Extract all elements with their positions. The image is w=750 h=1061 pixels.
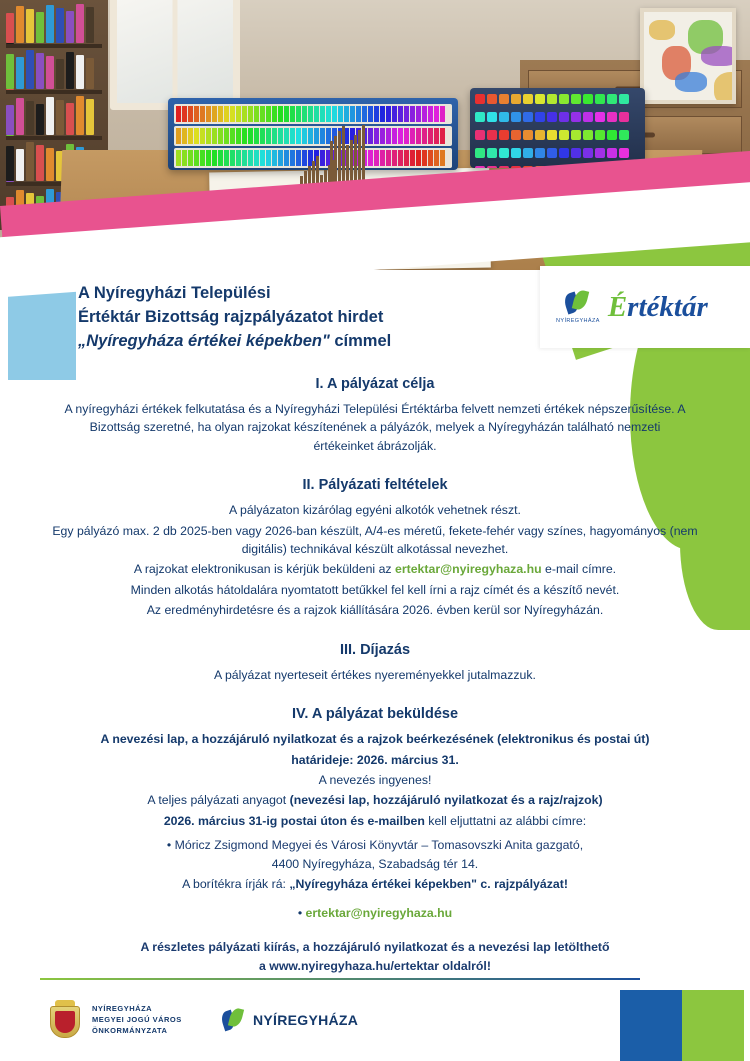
contact-email-link[interactable]: ertektar@nyiregyhaza.hu: [394, 562, 542, 577]
submission-line-2-plain: kell eljuttatni az alábbi címre:: [424, 813, 587, 828]
address-line-2: 4400 Nyíregyháza, Szabadság tér 14.: [271, 856, 479, 871]
contact-email-link-2[interactable]: ertektar@nyiregyhaza.hu: [305, 905, 453, 920]
window-decor: [110, 0, 240, 110]
closing-line-2: a www.nyiregyhaza.hu/ertektar oldalról!: [259, 959, 491, 974]
section-2-paragraph-3: [0, 560, 750, 578]
deadline-line-2: határideje: 2026. március 31.: [291, 752, 459, 767]
section-1-heading: I. A pályázat célja: [315, 375, 435, 392]
section-3-paragraph: A pályázat nyerteseit értékes nyereményekkel jutalmazzuk.: [214, 667, 536, 682]
city-government-line-1: NYÍREGYHÁZA: [92, 1004, 153, 1013]
closing-note: [0, 938, 750, 976]
footer: [0, 990, 750, 1061]
ertektar-logo-word: Értéktár: [607, 290, 708, 323]
envelope-instruction-bold: „Nyíregyháza értékei képekben" c. rajzpályázat!: [289, 877, 568, 892]
city-government-label: [92, 1004, 182, 1037]
ertektar-logo-mark: [556, 290, 600, 324]
city-government-line-2: MEGYEI JOGÚ VÁROS: [92, 1014, 182, 1024]
free-entry-note: A nevezés ingyenes!: [318, 773, 432, 788]
submission-line-1-plain: A teljes pályázati anyagot: [147, 793, 290, 808]
envelope-instruction-plain: A borítékra írják rá:: [182, 877, 290, 892]
city-crest-icon: [48, 1000, 82, 1040]
poster-body: [0, 282, 750, 976]
section-3-heading: III. Díjazás: [339, 641, 411, 658]
footer-divider: [40, 978, 640, 980]
title-line-3: [78, 330, 548, 354]
section-2-paragraph-5: Az eredményhirdetésre és a rajzok kiállítására 2026. évben kerül sor Nyíregyházán.: [146, 603, 604, 618]
leaf-icon-footer: [222, 1008, 246, 1032]
canvas-painting-decor: [640, 8, 736, 104]
ertektar-logo: [540, 266, 750, 348]
nyiregyhaza-logo: [222, 1008, 358, 1032]
section-2-email-suffix: e-mail címre.: [541, 562, 617, 577]
leaf-icon: [565, 290, 591, 316]
submission-line-2-bold: 2026. március 31-ig postai úton és e-mailben: [163, 813, 425, 828]
footer-green-square: [682, 990, 744, 1061]
nyiregyhaza-logo-text: NYÍREGYHÁZA: [253, 1012, 359, 1028]
envelope-instruction: [0, 875, 750, 893]
section-2-paragraph-4: Minden alkotás hátoldalára nyomtatott betűkkel fel kell írni a rajz címét és a készítő nevét.: [130, 582, 620, 597]
section-1-paragraph: A nyíregyházi értékek felkutatása és a Nyíregyházi Települési Értéktárba felvett nemzeti értékek népszerűsítése. A Bizottság szeretné, ha olyan rajzokat készítenének a pályázók, melyek a Nyíregyházán található nemzeti értékeinket ábrázolják.: [64, 401, 686, 453]
email-list: [0, 904, 750, 922]
footer-blue-square: [620, 990, 682, 1061]
deadline-line-1: A nevezési lap, a hozzájáruló nyilatkozat és a rajzok beérkezésének (elektronikus és postai út): [100, 732, 650, 747]
bullet-icon-2: •: [297, 905, 306, 920]
section-2-email-prefix: A rajzokat elektronikusan is kérjük beküldeni az: [133, 562, 395, 577]
title-line-2: Értéktár Bizottság rajzpályázatot hirdet: [78, 307, 384, 326]
marker-box-decor: [470, 88, 645, 168]
address-line-1: Móricz Zsigmond Megyei és Városi Könyvtár – Tomasovszki Anita gazgató,: [174, 838, 584, 853]
city-government-line-3: ÖNKORMÁNYZATA: [92, 1025, 168, 1035]
submission-line-1: [0, 791, 750, 809]
submission-line-1-bold: (nevezési lap, hozzájáruló nyilatkozat és a rajz/rajzok): [289, 793, 603, 808]
title-line-1: A Nyíregyházi Települési: [78, 284, 271, 302]
ertektar-logo-city: NYÍREGYHÁZA: [556, 318, 600, 324]
address-list-item: [0, 836, 750, 854]
brushes-decor: [330, 122, 370, 182]
section-2-paragraph-1: A pályázaton kizárólag egyéni alkotók vehetnek részt.: [229, 503, 521, 518]
email-list-item: [0, 904, 750, 922]
title-quote: „Nyíregyháza értékei képekben": [78, 331, 330, 350]
bullet-icon: •: [166, 838, 175, 853]
section-2-heading: II. Pályázati feltételek: [302, 477, 448, 494]
title-suffix: címmel: [329, 331, 392, 350]
address-list: [0, 836, 750, 854]
section-2-paragraph-2: Egy pályázó max. 2 db 2025-ben vagy 2026-ban készült, A/4-es méretű, fekete-fehér vagy színes, hagyományos (nem digitális) technikával készült alkotással nevezhet.: [52, 523, 698, 556]
page-title: [78, 282, 548, 354]
closing-line-1: A részletes pályázati kiírás, a hozzájáruló nyilatkozat és a nevezési lap letölthető: [140, 940, 610, 955]
submission-line-2: [0, 812, 750, 830]
section-4-heading: IV. A pályázat beküldése: [291, 706, 459, 723]
